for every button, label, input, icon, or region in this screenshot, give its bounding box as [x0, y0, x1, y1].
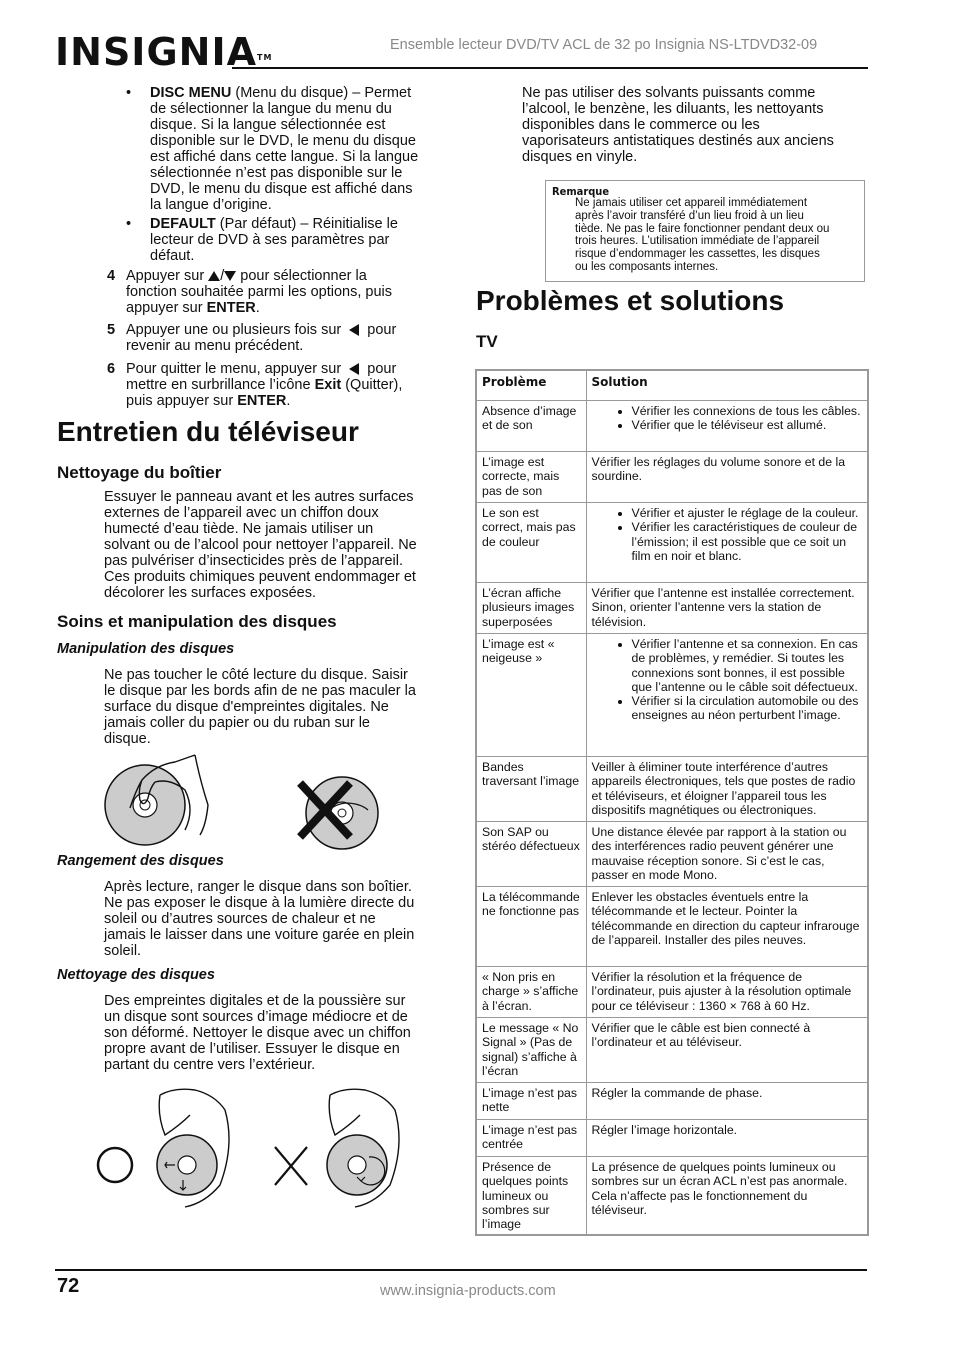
- table-header-row: [476, 370, 868, 401]
- bullet-line: de sélectionner la langue du menu du: [150, 101, 392, 117]
- note-box: [545, 180, 865, 282]
- solution-cell: Vérifier la résolution et la fréquence de l’ordinateur, puis ajuster à la résolution optimale pour ce téléviseur : 1360 × 768 à 60 Hz.: [586, 967, 868, 1018]
- table-row: [476, 757, 868, 822]
- paragraph-solvents: Ne pas utiliser des solvants puissants comme l’alcool, le benzène, les diluants, les nettoyants disponibles dans le commerce ou les vaporisateurs antistatiques destinés aux anciens disques en vinyle.: [522, 85, 834, 165]
- correct-circle-icon: [98, 1148, 132, 1182]
- solution-cell: La présence de quelques points lumineux ou sombres sur un écran ACL n’est pas anormale. Cela n’affecte pas le fonctionnement du téléviseur.: [586, 1157, 868, 1236]
- disc-correct-hold-illustration: [100, 750, 220, 850]
- solution-cell: [586, 401, 868, 452]
- bullet-dot: •: [126, 216, 132, 232]
- subheading-disc-care: Soins et manipulation des disques: [57, 612, 337, 631]
- header-rule: [232, 67, 868, 69]
- footer-url: www.insignia-products.com: [380, 1283, 556, 1299]
- problem-cell: Le message « No Signal » (Pas de signal) s’affiche à l’écran: [476, 1018, 586, 1083]
- bullet-line: disponible sur le DVD, le menu du disque: [150, 133, 416, 149]
- table-row: [476, 967, 868, 1018]
- solution-item: • Vérifier que le téléviseur est allumé.: [632, 418, 863, 432]
- header-title: Ensemble lecteur DVD/TV ACL de 32 po Insignia NS-LTDVD32-09: [390, 37, 818, 53]
- bullet-line: est affiché dans cette langue. Si la langue: [150, 149, 419, 165]
- subheading-disc-cleaning: Nettoyage des disques: [57, 967, 215, 983]
- step-line: puis appuyer sur ENTER.: [126, 393, 291, 409]
- bullet-line: disque. Si la langue sélectionnée est: [150, 117, 386, 133]
- table-row: [476, 822, 868, 887]
- solution-cell: Vérifier que le câble est bien connecté à l’ordinateur et au téléviseur.: [586, 1018, 868, 1083]
- problem-cell: Le son est correct, mais pas de couleur: [476, 503, 586, 583]
- solution-item: • Vérifier si la circulation automobile ou des enseignes au néon perturbent l’image.: [632, 694, 863, 723]
- solution-cell: [586, 503, 868, 583]
- step-line: Pour quitter le menu, appuyer sur pour: [126, 361, 397, 377]
- section-heading-maintenance: Entretien du téléviseur: [57, 416, 359, 447]
- section-heading-troubleshooting: Problèmes et solutions: [476, 285, 785, 316]
- problem-cell: « Non pris en charge » s’affiche à l’écran.: [476, 967, 586, 1018]
- solution-cell: Vérifier les réglages du volume sonore et de la sourdine.: [586, 452, 868, 503]
- solution-cell: Une distance élevée par rapport à la station ou des interférences radio peuvent générer une mauvaise réception sonore. Si c’est le cas, passer en mode Mono.: [586, 822, 868, 887]
- problem-cell: L’image est correcte, mais pas de son: [476, 452, 586, 503]
- problem-cell: L’image n’est pas nette: [476, 1083, 586, 1120]
- solution-item: • Vérifier l’antenne et sa connexion. En cas de problèmes, y remédier. Si toutes les connexions sont bonnes, il est possible que l’antenne ou le câble soit défectueux.: [632, 637, 863, 694]
- bullet-line: lecteur de DVD à ses paramètres par: [150, 232, 390, 248]
- step-4: [107, 268, 452, 316]
- step-line: Appuyer sur / pour sélectionner la: [126, 268, 367, 284]
- problem-cell: L’image est « neigeuse »: [476, 634, 586, 757]
- bullet-line: DVD, le menu du disque est affiché dans: [150, 181, 413, 197]
- problem-cell: La télécommande ne fonctionne pas: [476, 887, 586, 967]
- bullet-line: la langue d’origine.: [150, 197, 272, 213]
- table-row: [476, 634, 868, 757]
- table-row: [476, 503, 868, 583]
- bullet-dot: •: [126, 85, 132, 101]
- table-row: [476, 452, 868, 503]
- table-row: [476, 1083, 868, 1120]
- disc-cleaning-correct-illustration: [95, 1085, 255, 1210]
- paragraph-disc-handling: Ne pas toucher le côté lecture du disque. Saisir le disque par les bords afin de ne pas maculer la surface du disque d'empreintes digitales. Ne jamais coller du papier ou du ruban sur le disque.: [104, 667, 416, 747]
- subheading-tv: TV: [476, 332, 498, 351]
- left-arrow-icon: [349, 363, 359, 375]
- bullet-line: défaut.: [150, 248, 195, 264]
- step-6: [107, 361, 452, 409]
- step-line: fonction souhaitée parmi les options, puis: [126, 284, 392, 300]
- solution-item: • Vérifier les caractéristiques de couleur de l’émission; il est possible que ce soit un film en noir et blanc.: [632, 520, 863, 563]
- column-header-solution: Solution: [586, 370, 868, 401]
- step-line: appuyer sur ENTER.: [126, 300, 260, 316]
- step-line: revenir au menu précédent.: [126, 338, 304, 354]
- bullet-line: sélectionnée n’est pas disponible sur le: [150, 165, 403, 181]
- paragraph-case-cleaning: Essuyer le panneau avant et les autres surfaces externes de l’appareil avec un chiffon doux humecté d’eau tiède. Ne jamais utiliser un solvant ou de l’alcool pour nettoyer l’appareil. Ne pas pulvériser d’insecticides près de l’appareil. Ces produits chimiques peuvent endommager et décolorer les surfaces exposées.: [104, 489, 417, 601]
- solution-item: • Vérifier et ajuster le réglage de la couleur.: [632, 506, 863, 520]
- footer-rule: [55, 1269, 867, 1271]
- problem-cell: L’écran affiche plusieurs images superposées: [476, 583, 586, 634]
- trademark: TM: [257, 53, 273, 62]
- solution-cell: Régler l’image horizontale.: [586, 1120, 868, 1157]
- subheading-disc-storage: Rangement des disques: [57, 853, 224, 869]
- brand-name: INSIGNIA: [55, 30, 257, 74]
- solution-cell: [586, 634, 868, 757]
- problem-cell: Son SAP ou stéréo défectueux: [476, 822, 586, 887]
- problem-cell: Bandes traversant l’image: [476, 757, 586, 822]
- table-row: [476, 1157, 868, 1236]
- bullet-disc-menu: [126, 85, 456, 213]
- step-5: [107, 322, 452, 354]
- solution-cell: Enlever les obstacles éventuels entre la télécommande et le lecteur. Pointer la télécommande en direction du capteur infrarouge de l’appareil. Installer des piles neuves.: [586, 887, 868, 967]
- disc-cleaning-wrong-illustration: [265, 1085, 425, 1210]
- step-line: mettre en surbrillance l’icône Exit (Quitter),: [126, 377, 403, 393]
- table-row: [476, 887, 868, 967]
- problem-cell: Absence d’image et de son: [476, 401, 586, 452]
- table-row: [476, 1018, 868, 1083]
- troubleshooting-table: [475, 369, 869, 1236]
- table-row: [476, 1120, 868, 1157]
- step-number: 6: [107, 361, 116, 377]
- subheading-case-cleaning: Nettoyage du boîtier: [57, 463, 222, 482]
- column-header-problem: Problème: [476, 370, 586, 401]
- step-number: 5: [107, 322, 116, 338]
- bullet-default: [126, 216, 456, 264]
- solution-cell: Vérifier que l’antenne est installée correctement. Sinon, orienter l’antenne vers la station de télévision.: [586, 583, 868, 634]
- solution-item: • Vérifier les connexions de tous les câbles.: [632, 404, 863, 418]
- table-row: [476, 401, 868, 452]
- solution-cell: Régler la commande de phase.: [586, 1083, 868, 1120]
- step-number: 4: [107, 268, 116, 284]
- problem-cell: Présence de quelques points lumineux ou sombres sur l’image: [476, 1157, 586, 1236]
- up-arrow-icon: [208, 271, 220, 281]
- page-number: 72: [57, 1275, 80, 1297]
- paragraph-disc-cleaning: Des empreintes digitales et de la poussière sur un disque sont sources d’image médiocre et de son déformé. Nettoyer le disque avec un chiffon propre avant de l’utiliser. Essuyer le disque en partant du centre vers l’extérieur.: [104, 993, 411, 1073]
- left-arrow-icon: [349, 324, 359, 336]
- solution-cell: Veiller à éliminer toute interférence d’autres appareils électroniques, tels que postes de radio et téléviseurs, et éloigner l’appareil tous les dispositifs magnétiques ou électroniques.: [586, 757, 868, 822]
- note-text: Ne jamais utiliser cet appareil immédiatement après l’avoir transféré d’un lieu froid à un lieu tiède. Ne pas le faire fonctionner pendant deux ou trois heures. L’utilisation immédiate de l’appareil risque d’endommager les cassettes, les disques ou les composants internes.: [575, 197, 830, 273]
- table-row: [476, 583, 868, 634]
- note-title: Remarque: [552, 185, 610, 198]
- step-line: Appuyer une ou plusieurs fois sur pour: [126, 322, 397, 338]
- bullet-line: DEFAULT (Par défaut) – Réinitialise le: [150, 216, 398, 232]
- problem-cell: L’image n’est pas centrée: [476, 1120, 586, 1157]
- bullet-line: DISC MENU (Menu du disque) – Permet: [150, 85, 412, 101]
- down-arrow-icon: [224, 271, 236, 281]
- disc-wrong-hold-illustration: [290, 775, 400, 850]
- paragraph-disc-storage: Après lecture, ranger le disque dans son boîtier. Ne pas exposer le disque à la lumière directe du soleil ou d’autres sources de chaleur et ne jamais le laisser dans une voiture garée en plein soleil.: [104, 879, 415, 959]
- subheading-disc-handling: Manipulation des disques: [57, 641, 235, 657]
